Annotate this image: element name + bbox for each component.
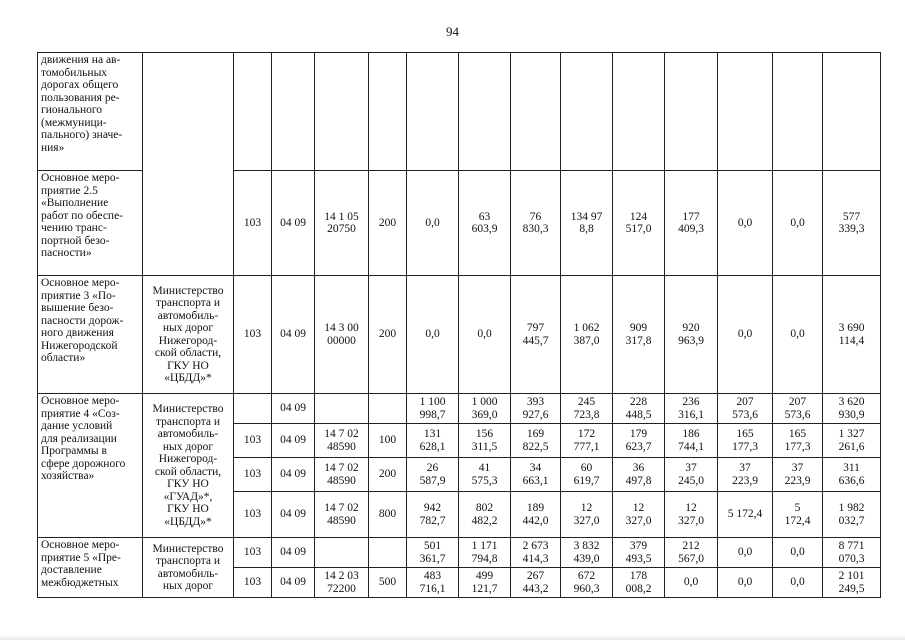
grbs-code-cell: 103 [234,568,272,598]
amount-cell: 0,0 [407,276,459,394]
section-code-cell: 04 09 [272,171,315,276]
amount-cell: 379 493,5 [613,538,665,568]
grbs-code-cell [234,394,272,424]
amount-cell: 165 177,3 [718,424,773,458]
amount-cell: 0,0 [407,171,459,276]
amount-cell [613,53,665,171]
section-code-cell: 04 09 [272,424,315,458]
amount-cell: 177 409,3 [665,171,718,276]
amount-cell: 0,0 [718,568,773,598]
expense-type-cell: 200 [369,276,407,394]
target-article-cell: 14 7 02 48590 [315,492,369,538]
amount-cell: 169 822,5 [511,424,561,458]
amount-cell: 942 782,7 [407,492,459,538]
target-article-cell [315,394,369,424]
target-article-cell: 14 7 02 48590 [315,424,369,458]
amount-cell: 802 482,2 [459,492,511,538]
amount-cell: 236 316,1 [665,394,718,424]
grbs-code-cell: 103 [234,171,272,276]
amount-cell: 8 771 070,3 [823,538,881,568]
grbs-code-cell: 103 [234,492,272,538]
amount-cell: 172 777,1 [561,424,613,458]
amount-cell: 5 172,4 [773,492,823,538]
expense-type-cell: 100 [369,424,407,458]
executor-cell: Министерство транспорта и автомобиль- ных дорог [143,538,234,598]
amount-cell: 0,0 [773,171,823,276]
section-code-cell: 04 09 [272,394,315,424]
amount-cell [718,53,773,171]
table-row [38,276,881,394]
amount-cell: 212 567,0 [665,538,718,568]
target-article-cell: 14 7 02 48590 [315,458,369,492]
amount-cell: 245 723,8 [561,394,613,424]
target-article-cell: 14 3 00 00000 [315,276,369,394]
target-article-cell: 14 1 05 20750 [315,171,369,276]
amount-cell: 207 573,6 [773,394,823,424]
table-row [38,538,881,568]
section-code-cell: 04 09 [272,568,315,598]
amount-cell: 179 623,7 [613,424,665,458]
amount-cell: 499 121,7 [459,568,511,598]
amount-cell: 124 517,0 [613,171,665,276]
amount-cell: 0,0 [665,568,718,598]
expense-type-cell [369,394,407,424]
table-row [38,53,881,171]
amount-cell: 0,0 [718,276,773,394]
page-edge [0,634,905,640]
amount-cell: 165 177,3 [773,424,823,458]
amount-cell: 797 445,7 [511,276,561,394]
page-number: 94 [446,24,459,39]
section-code-cell [272,53,315,171]
amount-cell: 0,0 [773,538,823,568]
amount-cell: 1 171 794,8 [459,538,511,568]
amount-cell [823,53,881,171]
amount-cell: 1 000 369,0 [459,394,511,424]
section-code-cell: 04 09 [272,492,315,538]
amount-cell: 12 327,0 [561,492,613,538]
amount-cell: 0,0 [773,568,823,598]
grbs-code-cell: 103 [234,276,272,394]
executor-cell: Министерство транспорта и автомобиль- ных дорог Нижегород- ской области, ГКУ НО «ЦБДД»* [143,276,234,394]
amount-cell: 186 744,1 [665,424,718,458]
executor-cell: Министерство транспорта и автомобиль- ных дорог Нижегород- ской области, ГКУ НО «ГУАД»*, ГКУ НО «ЦБДД»* [143,394,234,538]
amount-cell: 267 443,2 [511,568,561,598]
measure-name-cell: движения на ав- томобильных дорогах общего пользования ре- гионального (межмуници- пального) значе- ния» [38,53,143,171]
amount-cell: 156 311,5 [459,424,511,458]
amount-cell: 311 636,6 [823,458,881,492]
amount-cell: 0,0 [718,171,773,276]
amount-cell: 920 963,9 [665,276,718,394]
amount-cell [561,53,613,171]
amount-cell: 2 673 414,3 [511,538,561,568]
amount-cell: 3 690 114,4 [823,276,881,394]
expense-type-cell: 500 [369,568,407,598]
amount-cell: 37 223,9 [773,458,823,492]
expense-type-cell [369,53,407,171]
section-code-cell: 04 09 [272,276,315,394]
amount-cell: 34 663,1 [511,458,561,492]
amount-cell: 0,0 [718,538,773,568]
section-code-cell: 04 09 [272,458,315,492]
amount-cell [407,53,459,171]
amount-cell: 5 172,4 [718,492,773,538]
amount-cell [459,53,511,171]
amount-cell: 26 587,9 [407,458,459,492]
amount-cell: 207 573,6 [718,394,773,424]
amount-cell: 672 960,3 [561,568,613,598]
measure-name-cell: Основное меро- приятие 3 «По- вышение безо- пасности дорож- ного движения Нижегородской области» [38,276,143,394]
amount-cell: 909 317,8 [613,276,665,394]
amount-cell: 12 327,0 [665,492,718,538]
amount-cell: 1 062 387,0 [561,276,613,394]
amount-cell: 41 575,3 [459,458,511,492]
amount-cell: 501 361,7 [407,538,459,568]
measure-name-cell: Основное меро- приятие 5 «Пре- доставление межбюджетных [38,538,143,598]
amount-cell: 0,0 [773,276,823,394]
amount-cell: 483 716,1 [407,568,459,598]
measure-name-cell: Основное меро- приятие 2.5 «Выполнение работ по обеспе- чению транс- портной безо- пасности» [38,171,143,276]
amount-cell: 178 008,2 [613,568,665,598]
amount-cell: 393 927,6 [511,394,561,424]
amount-cell: 37 245,0 [665,458,718,492]
amount-cell: 1 100 998,7 [407,394,459,424]
amount-cell: 36 497,8 [613,458,665,492]
amount-cell: 37 223,9 [718,458,773,492]
amount-cell: 228 448,5 [613,394,665,424]
amount-cell: 131 628,1 [407,424,459,458]
grbs-code-cell: 103 [234,424,272,458]
amount-cell [773,53,823,171]
expense-type-cell: 200 [369,458,407,492]
amount-cell: 1 327 261,6 [823,424,881,458]
amount-cell: 134 97 8,8 [561,171,613,276]
target-article-cell [315,53,369,171]
amount-cell: 577 339,3 [823,171,881,276]
amount-cell: 189 442,0 [511,492,561,538]
target-article-cell: 14 2 03 72200 [315,568,369,598]
amount-cell: 0,0 [459,276,511,394]
expense-type-cell: 200 [369,171,407,276]
expense-type-cell [369,538,407,568]
amount-cell: 3 832 439,0 [561,538,613,568]
section-code-cell: 04 09 [272,538,315,568]
grbs-code-cell: 103 [234,458,272,492]
amount-cell: 63 603,9 [459,171,511,276]
amount-cell: 1 982 032,7 [823,492,881,538]
amount-cell [665,53,718,171]
amount-cell: 12 327,0 [613,492,665,538]
expense-type-cell: 800 [369,492,407,538]
budget-table [37,52,881,598]
grbs-code-cell [234,53,272,171]
amount-cell: 3 620 930,9 [823,394,881,424]
amount-cell [511,53,561,171]
amount-cell: 76 830,3 [511,171,561,276]
executor-cell [143,53,234,276]
measure-name-cell: Основное меро- приятие 4 «Соз- дание условий для реализации Программы в сфере дорожного хозяйства» [38,394,143,538]
table-row [38,394,881,424]
amount-cell: 2 101 249,5 [823,568,881,598]
amount-cell: 60 619,7 [561,458,613,492]
grbs-code-cell: 103 [234,538,272,568]
target-article-cell [315,538,369,568]
